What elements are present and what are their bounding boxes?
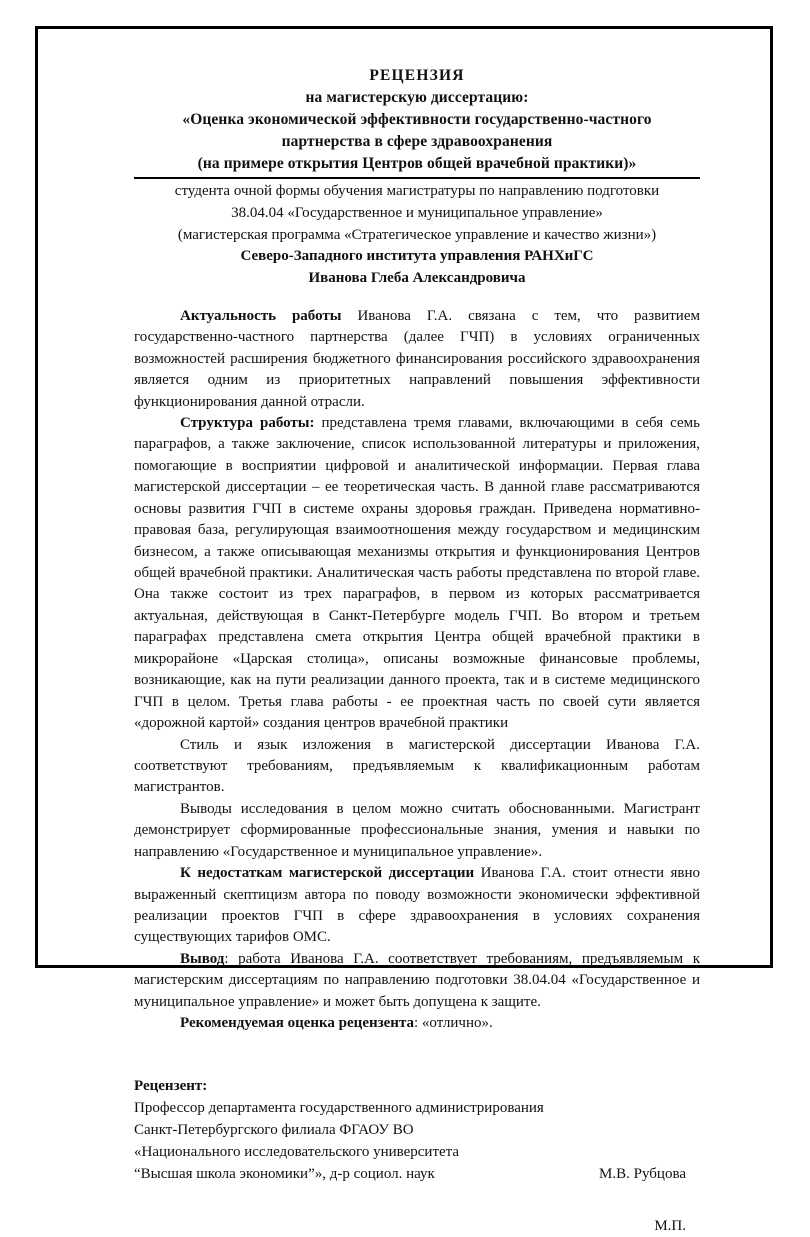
paragraph-conclusion-lead: Вывод [180, 950, 225, 967]
student-name: Иванова Глеба Александровича [308, 270, 526, 286]
reviewer-affiliation-university: «Национального исследовательского университета [134, 1143, 460, 1160]
paragraph-shortcomings-lead: К недостаткам магистерской диссертации [180, 865, 475, 882]
title-divider [134, 177, 700, 179]
paragraph-relevance-lead: Актуальность работы [180, 307, 342, 324]
paragraph-shortcomings [134, 863, 700, 949]
paragraph-structure-lead: Структура работы: [180, 414, 315, 431]
reviewer-affiliation-branch: Санкт-Петербургского филиала ФГАОУ ВО [134, 1121, 414, 1138]
paragraph-relevance-text: Иванова Г.А. связана с тем, что развитием государственно-частного партнерства (далее ГЧП) в условиях ограниченных возможностей расширения бюджетного финансирования российского здравоохранения является одним из приоритетных направлений повышения эффективности функционирования данной отрасли. [134, 307, 700, 410]
paragraph-style-text: Стиль и язык изложения в магистерской диссертации Иванова Г.А. соответствуют требованиям, предъявляемым к квалификационным работам магистрантов. [134, 736, 700, 796]
student-program-line: студента очной формы обучения магистратуры по направлению подготовки [174, 183, 660, 199]
signature-block [134, 1075, 700, 1237]
student-master-program: (магистерская программа «Стратегическое управление и качество жизни») [177, 226, 657, 243]
document-title: РЕЦЕНЗИЯ [369, 67, 465, 84]
paragraph-grade [134, 1013, 700, 1034]
thesis-title-line-1: «Оценка экономической эффективности государственно-частного [182, 111, 652, 128]
document-page-border [35, 26, 773, 1234]
student-direction-code: 38.04.04 «Государственное и муниципальное управление» [231, 204, 603, 221]
paragraph-grade-text: : «отлично». [414, 1015, 493, 1032]
reviewer-degree: “Высшая школа экономики”», д-р социол. наук [134, 1165, 435, 1182]
paragraph-style [134, 735, 700, 799]
thesis-title-line-3: (на примере открытия Центров общей врачебной практики)» [197, 155, 637, 172]
paragraph-findings [134, 799, 700, 863]
paragraph-conclusion-text: : работа Иванова Г.А. соответствует требованиям, предъявляемым к магистерским диссертациям по направлению подготовки 38.04.04 «Государственное и муниципальное управление» и может быть допущена к защите. [134, 950, 700, 1010]
paragraph-grade-lead: Рекомендуемая оценка рецензента [180, 1015, 414, 1032]
paragraph-structure-text: представлена тремя главами, включающими в себя семь параграфов, а также заключение, список использованной литературы и приложения, помогающие в восприятии цифровой и аналитической информации. Первая глава магистерской диссертации – ее теоретическая часть. В данной главе рассматриваются основы развития ГЧП в системе охраны здоровья граждан. Приведена нормативно-правовая база, регулирующая взаимоотношения между государством и медицинским бизнесом, а также описывающая механизмы открытия и функционирования Центров общей врачебной практики. Аналитическая часть работы представлена по второй главе. Она также состоит из трех параграфов, в первом из которых рассматривается актуальная, действующая в Санкт-Петербурге модель ГЧП. Во втором и третьем параграфах представлена смета открытия Центра общей врачебной практики в микрорайоне «Царская столица», описаны возможные финансовые проблемы, возникающие, как на пути реализации данного проекта, так и в системе медицинского ГЧП в целом. Третья глава работы - ее проектная часть по своей сути является «дорожной картой» создания центров врачебной практики [134, 414, 700, 732]
thesis-title-line-2: партнерства в сфере здравоохранения [281, 133, 553, 150]
document-subtitle-kind: на магистерскую диссертацию: [305, 89, 529, 106]
student-info-block [134, 181, 700, 290]
paragraph-structure [134, 413, 700, 735]
stamp-placeholder: М.П. [654, 1217, 686, 1234]
review-body [134, 306, 700, 1035]
paragraph-relevance [134, 306, 700, 413]
document-title-block [134, 65, 700, 175]
reviewer-position: Профессор департамента государственного администрирования [134, 1099, 544, 1116]
reviewer-heading: Рецензент: [134, 1077, 208, 1094]
reviewer-signature-row [134, 1163, 700, 1185]
paragraph-conclusion [134, 949, 700, 1013]
paragraph-findings-text: Выводы исследования в целом можно считать обоснованными. Магистрант демонстрирует сформированные профессиональные знания, умения и навыки по направлению «Государственное и муниципальное управление». [134, 800, 700, 860]
paragraph-shortcomings-text: Иванова Г.А. стоит отнести явно выраженный скептицизм автора по поводу возможности экономически эффективной реализации проектов ГЧП в сфере здравоохранения в условиях сохранения существующих тарифов ОМС. [134, 865, 700, 946]
student-institute: Северо-Западного института управления РАНХиГС [240, 248, 594, 265]
reviewer-name: М.В. Рубцова [599, 1165, 686, 1182]
document-content [134, 65, 700, 1237]
